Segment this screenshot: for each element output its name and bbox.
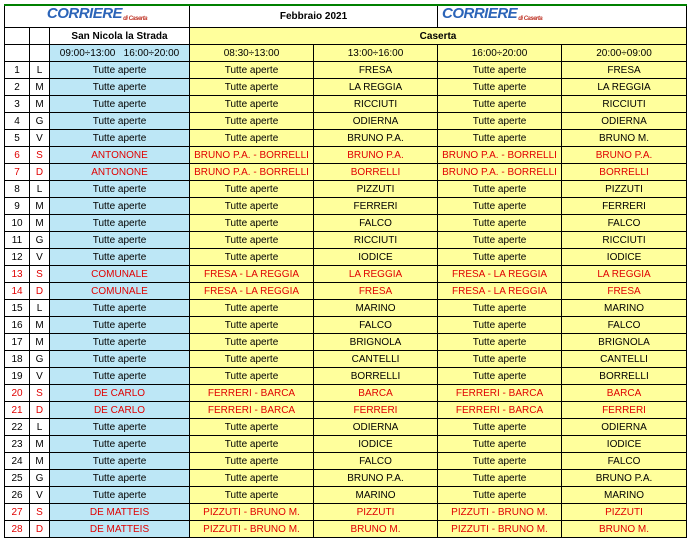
san-nicola-pharmacy: Tutte aperte [50,79,190,96]
caserta-shift-3: PIZZUTI - BRUNO M. [438,504,562,521]
caserta-shift-3: Tutte aperte [438,249,562,266]
schedule-row [5,96,687,113]
caserta-shift-2: MARINO [314,487,438,504]
logo-cell-right [438,5,687,28]
caserta-shift-3: FRESA - LA REGGIA [438,266,562,283]
day-number: 15 [5,300,30,317]
caserta-shift-2: ODIERNA [314,113,438,130]
schedule-row [5,317,687,334]
caserta-shift-4: BRIGNOLA [562,334,687,351]
day-number: 19 [5,368,30,385]
san-nicola-pharmacy: Tutte aperte [50,130,190,147]
schedule-row [5,147,687,164]
caserta-shift-4: FALCO [562,317,687,334]
caserta-shift-2: BARCA [314,385,438,402]
caserta-shift-3: Tutte aperte [438,79,562,96]
schedule-row [5,181,687,198]
day-of-week: S [30,504,50,521]
day-number: 12 [5,249,30,266]
caserta-shift-2: LA REGGIA [314,266,438,283]
caserta-shift-4: IODICE [562,436,687,453]
caserta-shift-1: Tutte aperte [190,470,314,487]
schedule-row [5,62,687,79]
day-of-week: D [30,164,50,181]
day-of-week: G [30,351,50,368]
caserta-shift-1: FERRERI - BARCA [190,385,314,402]
shift-header: 20:00÷09:00 [562,45,687,62]
caserta-shift-3: Tutte aperte [438,334,562,351]
day-number: 18 [5,351,30,368]
caserta-shift-1: BRUNO P.A. - BORRELLI [190,164,314,181]
caserta-shift-4: LA REGGIA [562,266,687,283]
san-nicola-pharmacy: DE CARLO [50,385,190,402]
day-number: 13 [5,266,30,283]
day-number: 3 [5,96,30,113]
caserta-shift-2: MARINO [314,300,438,317]
caserta-shift-3: Tutte aperte [438,470,562,487]
day-of-week: G [30,470,50,487]
caserta-shift-2: BORRELLI [314,368,438,385]
day-number: 27 [5,504,30,521]
title-row [5,5,687,28]
caserta-shift-4: ODIERNA [562,113,687,130]
san-nicola-pharmacy: Tutte aperte [50,232,190,249]
caserta-shift-4: BRUNO M. [562,521,687,538]
caserta-shift-3: FERRERI - BARCA [438,402,562,419]
caserta-shift-3: Tutte aperte [438,232,562,249]
san-nicola-pharmacy: Tutte aperte [50,317,190,334]
caserta-shift-1: BRUNO P.A. - BORRELLI [190,147,314,164]
schedule-row [5,266,687,283]
caserta-shift-3: Tutte aperte [438,113,562,130]
caserta-shift-2: FALCO [314,215,438,232]
caserta-shift-3: Tutte aperte [438,351,562,368]
day-number: 11 [5,232,30,249]
san-nicola-pharmacy: DE CARLO [50,402,190,419]
day-of-week: M [30,96,50,113]
caserta-shift-1: Tutte aperte [190,351,314,368]
day-of-week: V [30,130,50,147]
caserta-shift-2: FRESA [314,62,438,79]
caserta-shift-3: Tutte aperte [438,317,562,334]
san-nicola-pharmacy: Tutte aperte [50,300,190,317]
schedule-row [5,351,687,368]
caserta-shift-3: Tutte aperte [438,436,562,453]
san-nicola-pharmacy: COMUNALE [50,266,190,283]
caserta-shift-2: LA REGGIA [314,79,438,96]
caserta-shift-1: FERRERI - BARCA [190,402,314,419]
day-of-week: M [30,453,50,470]
day-of-week: G [30,232,50,249]
caserta-shift-4: FALCO [562,215,687,232]
caserta-shift-1: PIZZUTI - BRUNO M. [190,504,314,521]
day-number: 1 [5,62,30,79]
day-number: 4 [5,113,30,130]
san-nicola-pharmacy: Tutte aperte [50,368,190,385]
caserta-shift-4: FALCO [562,453,687,470]
caserta-shift-4: IODICE [562,249,687,266]
day-number: 10 [5,215,30,232]
section-header-row [5,28,687,45]
month-title: Febbraio 2021 [190,5,438,28]
caserta-shift-4: RICCIUTI [562,96,687,113]
schedule-row [5,215,687,232]
day-of-week: M [30,436,50,453]
caserta-shift-1: Tutte aperte [190,181,314,198]
caserta-shift-3: PIZZUTI - BRUNO M. [438,521,562,538]
caserta-shift-3: Tutte aperte [438,96,562,113]
caserta-shift-4: BRUNO M. [562,130,687,147]
caserta-shift-2: PIZZUTI [314,504,438,521]
caserta-shift-2: RICCIUTI [314,232,438,249]
day-number: 26 [5,487,30,504]
caserta-shift-2: BRUNO P.A. [314,130,438,147]
caserta-shift-1: Tutte aperte [190,368,314,385]
caserta-shift-4: FRESA [562,283,687,300]
schedule-row [5,436,687,453]
caserta-shift-1: Tutte aperte [190,215,314,232]
caserta-shift-1: Tutte aperte [190,198,314,215]
logo-cell-left [5,5,190,28]
caserta-shift-3: Tutte aperte [438,198,562,215]
caserta-shift-2: BRIGNOLA [314,334,438,351]
day-of-week: L [30,181,50,198]
san-nicola-pharmacy: Tutte aperte [50,453,190,470]
schedule-row [5,300,687,317]
schedule-row [5,487,687,504]
shift-header: 13:00÷16:00 [314,45,438,62]
caserta-shift-2: ODIERNA [314,419,438,436]
day-of-week: V [30,249,50,266]
schedule-row [5,232,687,249]
schedule-row [5,249,687,266]
caserta-shift-4: BARCA [562,385,687,402]
schedule-row [5,470,687,487]
caserta-shift-1: Tutte aperte [190,96,314,113]
caserta-shift-1: Tutte aperte [190,113,314,130]
caserta-shift-2: FERRERI [314,402,438,419]
caserta-shift-1: Tutte aperte [190,249,314,266]
corriere-logo-left: CORRIEREdi Caserta [46,5,148,22]
pharmacy-schedule-table [4,4,687,538]
section-caserta: Caserta [190,28,687,45]
caserta-shift-4: BRUNO P.A. [562,147,687,164]
caserta-shift-2: FERRERI [314,198,438,215]
schedule-row [5,385,687,402]
caserta-shift-4: FERRERI [562,198,687,215]
san-nicola-pharmacy: ANTONONE [50,147,190,164]
day-number: 25 [5,470,30,487]
caserta-shift-1: Tutte aperte [190,334,314,351]
day-number: 17 [5,334,30,351]
caserta-shift-4: FRESA [562,62,687,79]
day-number: 16 [5,317,30,334]
san-nicola-pharmacy: Tutte aperte [50,113,190,130]
caserta-shift-3: Tutte aperte [438,487,562,504]
day-number: 24 [5,453,30,470]
caserta-shift-2: FALCO [314,453,438,470]
san-nicola-pharmacy: Tutte aperte [50,249,190,266]
day-of-week: D [30,283,50,300]
caserta-shift-1: PIZZUTI - BRUNO M. [190,521,314,538]
caserta-shift-1: Tutte aperte [190,232,314,249]
caserta-shift-4: CANTELLI [562,351,687,368]
shift-header-row [5,45,687,62]
schedule-row [5,198,687,215]
schedule-row [5,334,687,351]
caserta-shift-4: BORRELLI [562,368,687,385]
caserta-shift-4: BORRELLI [562,164,687,181]
san-nicola-pharmacy: Tutte aperte [50,96,190,113]
day-of-week: M [30,334,50,351]
day-of-week: M [30,215,50,232]
day-of-week: L [30,419,50,436]
caserta-shift-2: FALCO [314,317,438,334]
san-nicola-pharmacy: COMUNALE [50,283,190,300]
caserta-shift-3: Tutte aperte [438,453,562,470]
caserta-shift-1: Tutte aperte [190,487,314,504]
schedule-row [5,283,687,300]
caserta-shift-4: ODIERNA [562,419,687,436]
caserta-shift-1: Tutte aperte [190,300,314,317]
caserta-shift-3: Tutte aperte [438,181,562,198]
day-number: 2 [5,79,30,96]
day-number: 23 [5,436,30,453]
caserta-shift-3: Tutte aperte [438,300,562,317]
caserta-shift-1: Tutte aperte [190,62,314,79]
caserta-shift-1: Tutte aperte [190,130,314,147]
san-nicola-pharmacy: Tutte aperte [50,487,190,504]
caserta-shift-1: Tutte aperte [190,436,314,453]
caserta-shift-2: RICCIUTI [314,96,438,113]
shift-header: 16:00÷20:00 [438,45,562,62]
day-number: 9 [5,198,30,215]
san-nicola-pharmacy: DE MATTEIS [50,504,190,521]
caserta-shift-3: FRESA - LA REGGIA [438,283,562,300]
schedule-row [5,130,687,147]
san-nicola-pharmacy: ANTONONE [50,164,190,181]
day-of-week: D [30,521,50,538]
san-nicola-pharmacy: Tutte aperte [50,470,190,487]
san-nicola-pharmacy: Tutte aperte [50,62,190,79]
section-san-nicola: San Nicola la Strada [50,28,190,45]
caserta-shift-3: BRUNO P.A. - BORRELLI [438,164,562,181]
shift-header: 08:30÷13:00 [190,45,314,62]
schedule-row [5,453,687,470]
caserta-shift-1: Tutte aperte [190,419,314,436]
san-nicola-pharmacy: Tutte aperte [50,351,190,368]
day-number: 7 [5,164,30,181]
caserta-shift-4: FERRERI [562,402,687,419]
caserta-shift-4: RICCIUTI [562,232,687,249]
schedule-row [5,521,687,538]
caserta-shift-1: Tutte aperte [190,317,314,334]
caserta-shift-3: Tutte aperte [438,130,562,147]
caserta-shift-2: BRUNO M. [314,521,438,538]
day-of-week: S [30,147,50,164]
day-number: 6 [5,147,30,164]
san-nicola-pharmacy: Tutte aperte [50,334,190,351]
day-of-week: V [30,368,50,385]
day-number: 28 [5,521,30,538]
day-number: 8 [5,181,30,198]
caserta-shift-2: CANTELLI [314,351,438,368]
caserta-shift-2: IODICE [314,436,438,453]
san-nicola-pharmacy: Tutte aperte [50,419,190,436]
schedule-row [5,79,687,96]
caserta-shift-2: FRESA [314,283,438,300]
san-nicola-pharmacy: DE MATTEIS [50,521,190,538]
san-nicola-pharmacy: Tutte aperte [50,215,190,232]
caserta-shift-3: Tutte aperte [438,368,562,385]
schedule-row [5,419,687,436]
day-of-week: M [30,198,50,215]
schedule-row [5,164,687,181]
day-of-week: M [30,79,50,96]
caserta-shift-2: BRUNO P.A. [314,147,438,164]
caserta-shift-1: FRESA - LA REGGIA [190,283,314,300]
corriere-logo-right: CORRIEREdi Caserta [442,5,543,22]
caserta-shift-3: BRUNO P.A. - BORRELLI [438,147,562,164]
san-nicola-pharmacy: Tutte aperte [50,436,190,453]
caserta-shift-4: MARINO [562,300,687,317]
caserta-shift-3: FERRERI - BARCA [438,385,562,402]
schedule-row [5,402,687,419]
day-of-week: V [30,487,50,504]
day-of-week: S [30,266,50,283]
schedule-row [5,368,687,385]
caserta-shift-3: Tutte aperte [438,62,562,79]
schedule-row [5,504,687,521]
caserta-shift-4: BRUNO P.A. [562,470,687,487]
caserta-shift-2: IODICE [314,249,438,266]
caserta-shift-2: BORRELLI [314,164,438,181]
day-of-week: D [30,402,50,419]
san-nicola-pharmacy: Tutte aperte [50,198,190,215]
day-of-week: S [30,385,50,402]
san-nicola-pharmacy: Tutte aperte [50,181,190,198]
caserta-shift-1: Tutte aperte [190,453,314,470]
caserta-shift-2: BRUNO P.A. [314,470,438,487]
caserta-shift-4: MARINO [562,487,687,504]
day-number: 5 [5,130,30,147]
day-of-week: L [30,300,50,317]
day-number: 14 [5,283,30,300]
day-number: 20 [5,385,30,402]
caserta-shift-4: PIZZUTI [562,504,687,521]
day-of-week: G [30,113,50,130]
day-of-week: L [30,62,50,79]
schedule-row [5,113,687,130]
caserta-shift-4: LA REGGIA [562,79,687,96]
caserta-shift-4: PIZZUTI [562,181,687,198]
caserta-shift-2: PIZZUTI [314,181,438,198]
san-nicola-hours: 09:00÷13:00 16:00÷20:00 [50,45,190,62]
caserta-shift-3: Tutte aperte [438,215,562,232]
day-number: 22 [5,419,30,436]
day-of-week: M [30,317,50,334]
caserta-shift-1: Tutte aperte [190,79,314,96]
day-number: 21 [5,402,30,419]
caserta-shift-3: Tutte aperte [438,419,562,436]
caserta-shift-1: FRESA - LA REGGIA [190,266,314,283]
